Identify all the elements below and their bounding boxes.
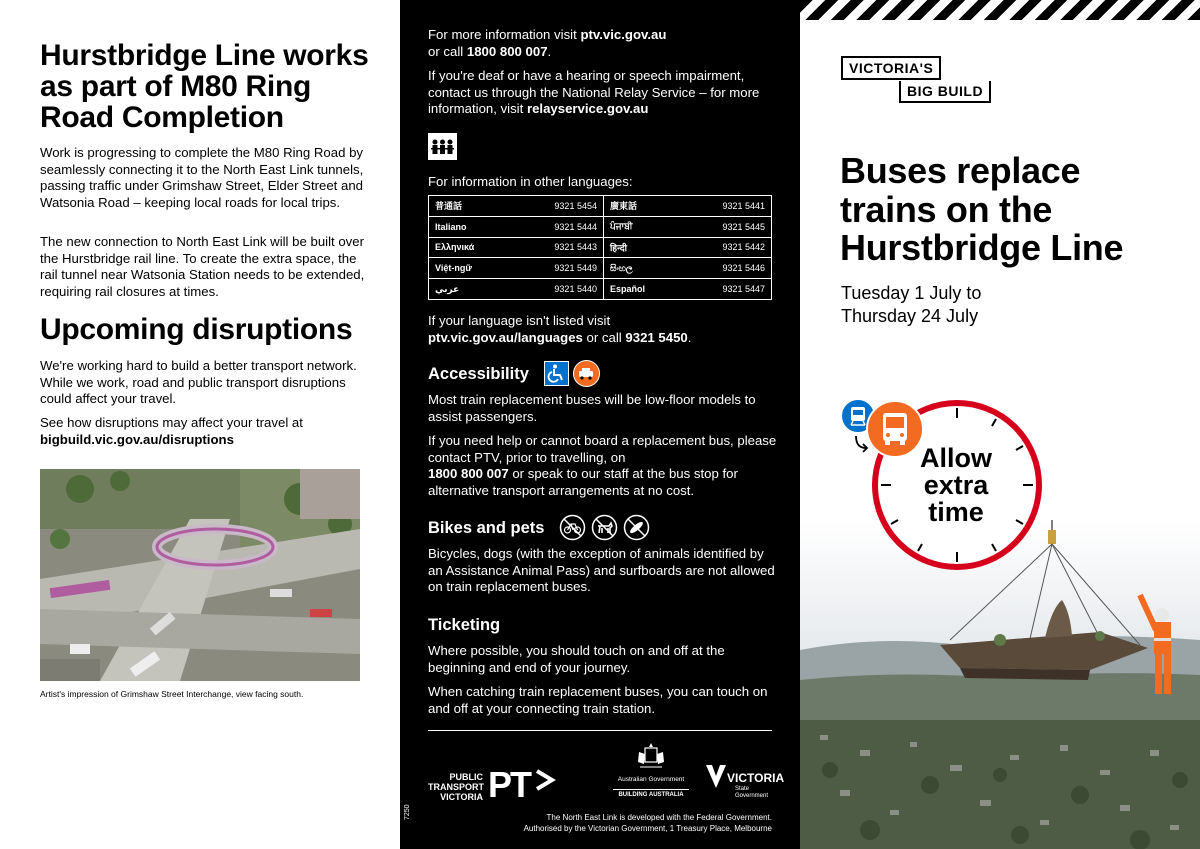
australian-government-logo <box>613 742 689 802</box>
lang-phone[interactable]: 9321 5441 <box>681 196 771 217</box>
interpreter-icon <box>428 133 457 160</box>
no-dog-icon <box>591 514 618 541</box>
lang-name: 廣東話 <box>603 196 681 217</box>
ausgov-text: Australian Government <box>617 776 685 783</box>
ticketing-paragraph-1: Where possible, you should touch on and off at the beginning and end of your journey. <box>428 643 725 675</box>
lang-phone[interactable]: 9321 5454 <box>513 196 603 217</box>
accessibility-paragraph-1: Most train replacement buses will be low-floor models to assist passengers. <box>428 392 756 424</box>
lang-phone[interactable]: 9321 5449 <box>513 258 603 279</box>
ptv-logo-mark: PT <box>488 764 531 805</box>
accessibility-text-b: or speak to our staff at the bus stop for alternative transport arrangements at no cost. <box>428 466 738 498</box>
bikes-paragraph: Bicycles, dogs (with the exception of animals identified by an Assistance Animal Pass) and surfboards are not allowed on train replacement buses. <box>428 546 775 594</box>
allow-extra-time <box>900 445 1012 526</box>
works-heading: Hurstbridge Line works as part of M80 Ring Road Completion <box>40 39 369 134</box>
lang-name: हिन्दी <box>603 237 681 258</box>
lang-phone[interactable]: 9321 5440 <box>513 279 603 300</box>
languages-heading: For information in other languages: <box>428 174 633 189</box>
ptv-logo <box>428 764 558 805</box>
languages-link[interactable]: ptv.vic.gov.au/languages <box>428 329 583 345</box>
left-panel <box>0 0 400 849</box>
lang-name: සිංහල <box>603 258 681 279</box>
print-code: 7250 <box>404 804 411 820</box>
victoria-v-icon <box>705 764 727 790</box>
no-bike-icon <box>559 514 586 541</box>
ticketing-paragraph-2: When catching train replacement buses, you can touch on and off at your connecting train station. <box>428 684 768 716</box>
hazard-stripes <box>800 0 1200 20</box>
disruptions-link-paragraph <box>40 415 370 448</box>
table-row <box>429 279 772 300</box>
lang-phone[interactable]: 9321 5443 <box>513 237 603 258</box>
wheelchair-icon <box>544 361 569 386</box>
ticketing-heading: Ticketing <box>428 616 501 634</box>
victorias-big-build-logo <box>841 56 984 99</box>
ptv-link[interactable]: ptv.vic.gov.au <box>580 27 667 42</box>
allow-line-2: extra <box>923 470 989 500</box>
table-row <box>429 196 772 217</box>
disruptions-link[interactable]: bigbuild.vic.gov.au/disruptions <box>40 431 234 447</box>
middle-panel <box>400 0 800 849</box>
right-panel <box>800 0 1200 849</box>
ptv-chevron-icon <box>534 768 556 798</box>
lang-name: Việt-ngữ <box>429 258 514 279</box>
date-start: Tuesday 1 July to <box>841 283 982 303</box>
lang-name: ਪੰਜਾਬੀ <box>603 216 681 237</box>
allow-line-1: Allow <box>920 443 992 473</box>
table-row <box>429 258 772 279</box>
relay-paragraph <box>428 68 778 118</box>
logo-row-2: BIG BUILD <box>899 81 991 103</box>
languages-fallback: If your language isn't listed visit ptv.vic.gov.au/languages or call 9321 5450. <box>428 313 692 345</box>
ptv-phone[interactable]: 1800 800 007 <box>466 43 548 59</box>
lang-name: Ελληνικά <box>429 237 514 258</box>
ptv-logo-line3: VICTORIA <box>440 792 483 802</box>
divider <box>428 730 772 731</box>
vicgov-state: State <box>735 786 750 792</box>
or-call-text: or call <box>586 329 622 345</box>
bus-icon <box>866 400 924 458</box>
ptv-logo-line2: TRANSPORT <box>428 782 484 792</box>
disruptions-heading: Upcoming disruptions <box>40 313 353 346</box>
ausgov-tagline: BUILDING AUSTRALIA <box>613 789 689 798</box>
more-info-prefix: For more information visit <box>428 27 577 42</box>
relay-link[interactable]: relayservice.gov.au <box>526 101 649 116</box>
accessibility-text-a: If you need help or cannot board a replacement bus, please contact PTV, prior to travelling, on <box>428 433 777 465</box>
lang-phone[interactable]: 9321 5445 <box>681 216 771 237</box>
accessibility-paragraph-2 <box>428 433 778 499</box>
date-end: Thursday 24 July <box>841 306 979 326</box>
table-row <box>429 237 772 258</box>
interchange-illustration <box>40 469 360 681</box>
vicgov-text: VICTORIA <box>727 771 785 785</box>
bikes-heading: Bikes and pets <box>428 519 545 537</box>
accessibility-heading: Accessibility <box>428 365 529 383</box>
illustration-caption: Artist's impression of Grimshaw Street Interchange, view facing south. <box>40 689 304 699</box>
more-info-call: or call <box>428 43 464 59</box>
works-paragraph-2: The new connection to North East Link will be built over the Hurstbridge rail line. To create the extra space, the rail tunnel near Watsonia Station needs to be extended, requiring rail closures at times. <box>40 234 365 299</box>
lang-phone[interactable]: 9321 5447 <box>681 279 771 300</box>
disruptions-link-prefix: See how disruptions may affect your travel at <box>40 415 303 430</box>
more-info-paragraph: For more information visit ptv.vic.gov.au or call 1800 800 007. <box>428 27 667 59</box>
lang-name: Italiano <box>429 216 514 237</box>
footer-line-1: The North East Link is developed with the Federal Government. <box>546 813 772 822</box>
taxi-icon <box>573 360 600 387</box>
disruptions-paragraph: We're working hard to build a better transport network. While we work, road and public transport disruptions could affect your travel. <box>40 358 357 406</box>
no-surfboard-icon <box>623 514 650 541</box>
lang-phone[interactable]: 9321 5442 <box>681 237 771 258</box>
date-range <box>841 282 981 328</box>
languages-phone[interactable]: 9321 5450 <box>625 329 688 345</box>
lang-phone[interactable]: 9321 5444 <box>513 216 603 237</box>
main-title: Buses replace trains on the Hurstbridge Line <box>840 150 1124 268</box>
vicgov-government: Government <box>735 792 769 799</box>
allow-line-3: time <box>928 497 984 527</box>
relay-text: If you're deaf or have a hearing or speech impairment, contact us through the National Relay Service – for more information, visit <box>428 68 760 116</box>
table-row <box>429 216 772 237</box>
coat-of-arms-icon <box>636 742 666 770</box>
ptv-logo-line1: PUBLIC <box>449 772 483 782</box>
languages-table <box>428 195 772 300</box>
lang-name: عربي <box>429 279 514 300</box>
lang-name: Español <box>603 279 681 300</box>
works-paragraph-1: Work is progressing to complete the M80 Ring Road by seamlessly connecting it to the North East Link tunnels, passing traffic under Grimshaw Street, Elder Street and Watsonia Road – keeping local roads for local trips. <box>40 145 364 210</box>
footer-line-2: Authorised by the Victorian Government, 1 Treasury Place, Melbourne <box>523 824 772 833</box>
accessibility-phone[interactable]: 1800 800 007 <box>428 466 509 481</box>
lang-name: 普通話 <box>429 196 514 217</box>
not-listed-text: If your language isn't listed visit <box>428 313 611 328</box>
authorisation-note <box>472 812 772 834</box>
lang-phone[interactable]: 9321 5446 <box>681 258 771 279</box>
logo-row-1: VICTORIA'S <box>841 56 941 80</box>
victoria-government-logo <box>705 764 785 804</box>
